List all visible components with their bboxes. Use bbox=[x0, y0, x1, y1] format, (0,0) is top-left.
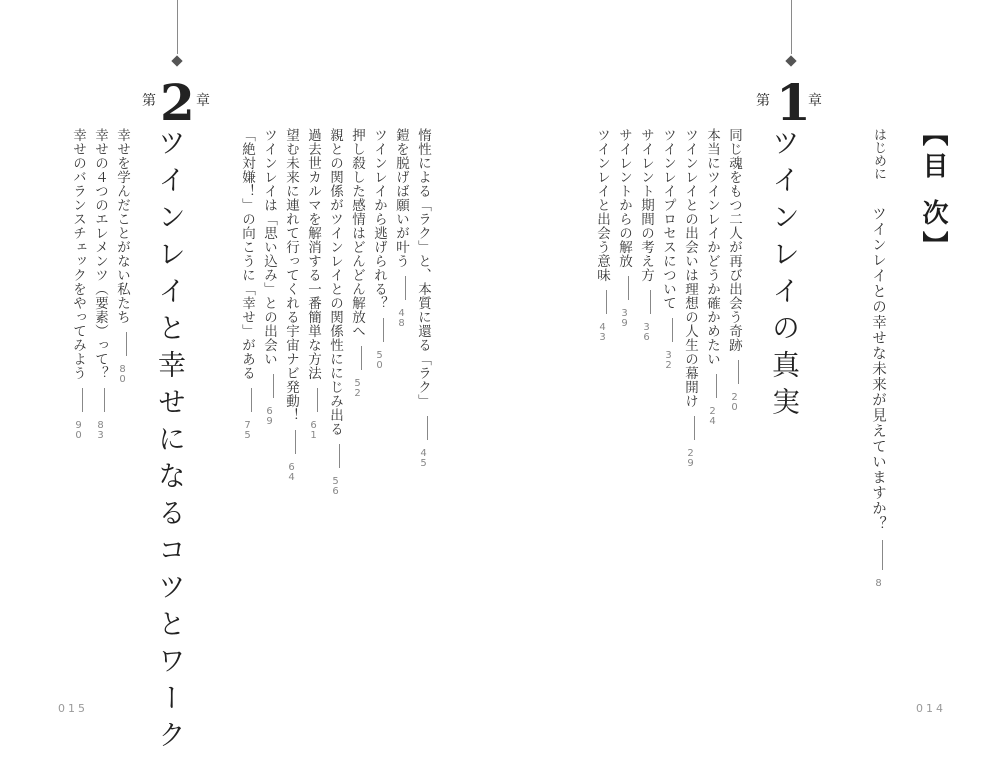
leader-line bbox=[273, 374, 274, 398]
chapter1-title: ツインレイの真実 bbox=[768, 128, 801, 424]
ornament-line bbox=[177, 0, 178, 54]
entry-text: ツインレイプロセスについて bbox=[660, 128, 676, 310]
leader-line bbox=[628, 276, 629, 300]
entry-page: 50 bbox=[374, 350, 385, 371]
chapter2-title: ツインレイと幸せになるコツとワーク bbox=[154, 128, 187, 757]
toc-entry[interactable] bbox=[592, 128, 612, 342]
toc-entry[interactable] bbox=[259, 128, 279, 426]
leader-line bbox=[339, 444, 340, 468]
leader-line bbox=[716, 374, 717, 398]
intro-title: ツインレイとの幸せな未来が見えていますか？ bbox=[870, 206, 886, 532]
chapter2-suffix: 章 bbox=[196, 93, 210, 109]
entry-text: ツインレイとの出会いは理想の人生の幕開け bbox=[682, 128, 698, 408]
leader-line bbox=[606, 290, 607, 314]
toc-entry[interactable] bbox=[391, 128, 411, 328]
leader-line bbox=[104, 388, 105, 412]
chapter1-suffix: 章 bbox=[808, 93, 822, 109]
leader-line bbox=[82, 388, 83, 412]
entry-page: 45 bbox=[418, 448, 429, 469]
leader-line bbox=[738, 360, 739, 384]
chapter1-prefix: 第 bbox=[756, 93, 770, 109]
toc-entry[interactable] bbox=[369, 128, 389, 370]
entry-text: 幸せの４つのエレメンツ（要素）って？ bbox=[92, 128, 108, 380]
leader-line bbox=[405, 276, 406, 300]
toc-entry[interactable] bbox=[281, 128, 301, 482]
entry-text: 望む未来に連れて行ってくれる宇宙ナビ発動！ bbox=[283, 128, 299, 422]
toc-entry[interactable] bbox=[658, 128, 678, 370]
entry-text: 「絶対嫌！」の向こうに「幸せ」がある bbox=[239, 128, 255, 380]
toc-entry[interactable] bbox=[614, 128, 634, 328]
toc-entry[interactable] bbox=[90, 128, 110, 440]
toc-entry[interactable] bbox=[303, 128, 323, 440]
leader-line bbox=[361, 346, 362, 370]
toc-entry[interactable] bbox=[237, 128, 257, 440]
entry-page: 80 bbox=[117, 364, 128, 385]
entry-page: 69 bbox=[264, 406, 275, 427]
entry-page: 24 bbox=[707, 406, 718, 427]
entry-text: ツインレイと出会う意味 bbox=[594, 128, 610, 282]
right-page bbox=[500, 0, 1000, 737]
entry-page: 29 bbox=[685, 448, 696, 469]
ornament-diamond-icon bbox=[785, 55, 796, 66]
toc-entry[interactable] bbox=[636, 128, 656, 342]
toc-entry[interactable] bbox=[413, 128, 433, 468]
toc-entry[interactable] bbox=[325, 128, 345, 496]
entry-page: 61 bbox=[308, 420, 319, 441]
toc-entry[interactable] bbox=[112, 128, 132, 384]
entry-text: ツインレイから逃げられる？ bbox=[371, 128, 387, 310]
entry-text: 押し殺した感情はどんどん解放へ bbox=[349, 128, 365, 338]
entry-page: 75 bbox=[242, 420, 253, 441]
entry-text: 幸せのバランスチェックをやってみよう bbox=[70, 128, 86, 380]
ornament-diamond-icon bbox=[171, 55, 182, 66]
leader-line bbox=[694, 416, 695, 440]
entry-page: 90 bbox=[73, 420, 84, 441]
page-number: 015 bbox=[58, 702, 88, 715]
intro-label: はじめに bbox=[871, 128, 886, 180]
leader-line bbox=[126, 332, 127, 356]
entry-page: 48 bbox=[396, 308, 407, 329]
entry-page: 64 bbox=[286, 462, 297, 483]
toc-entry[interactable] bbox=[702, 128, 722, 426]
leader-line bbox=[317, 388, 318, 412]
toc-entry[interactable] bbox=[68, 128, 88, 440]
entry-text: 親との関係がツインレイとの関係性ににじみ出る bbox=[327, 128, 343, 436]
toc-entry[interactable] bbox=[724, 128, 744, 412]
entry-page: 56 bbox=[330, 476, 341, 497]
entry-text: 鎧を脱げば願いが叶う bbox=[393, 128, 409, 268]
toc-entry[interactable] bbox=[680, 128, 700, 468]
leader-line bbox=[295, 430, 296, 454]
leader-line bbox=[251, 388, 252, 412]
leader-line bbox=[383, 318, 384, 342]
entry-page: 39 bbox=[619, 308, 630, 329]
entry-page: 20 bbox=[729, 392, 740, 413]
entry-text: 本当にツインレイかどうか確かめたい bbox=[704, 128, 720, 366]
intro-page: 8 bbox=[873, 577, 884, 588]
entry-page: 52 bbox=[352, 378, 363, 399]
leader-line bbox=[427, 416, 428, 440]
entry-text: サイレント期間の考え方 bbox=[638, 128, 654, 282]
entry-text: 惰性による「ラク」と、本質に還る「ラク」 bbox=[415, 128, 431, 408]
toc-heading: 【目 次】 bbox=[918, 120, 948, 264]
chapter1-number: 1 bbox=[776, 73, 811, 132]
chapter2-number: 2 bbox=[160, 73, 195, 132]
toc-entry[interactable] bbox=[347, 128, 367, 398]
page-number: 014 bbox=[916, 702, 946, 715]
ornament-line bbox=[791, 0, 792, 54]
intro-entry[interactable] bbox=[868, 128, 889, 588]
entry-page: 43 bbox=[597, 322, 608, 343]
entry-text: 過去世カルマを解消する一番簡単な方法 bbox=[305, 128, 321, 380]
entry-page: 83 bbox=[95, 420, 106, 441]
entry-page: 36 bbox=[641, 322, 652, 343]
entry-text: ツインレイは「思い込み」との出会い bbox=[261, 128, 277, 366]
chapter2-prefix: 第 bbox=[142, 93, 156, 109]
leader-line bbox=[650, 290, 651, 314]
leader-line bbox=[882, 540, 883, 570]
entry-text: サイレントからの解放 bbox=[616, 128, 632, 268]
entry-text: 同じ魂をもつ二人が再び出会う奇跡 bbox=[726, 128, 742, 352]
entry-text: 幸せを学んだことがない私たち bbox=[114, 128, 130, 324]
entry-page: 32 bbox=[663, 350, 674, 371]
leader-line bbox=[672, 318, 673, 342]
